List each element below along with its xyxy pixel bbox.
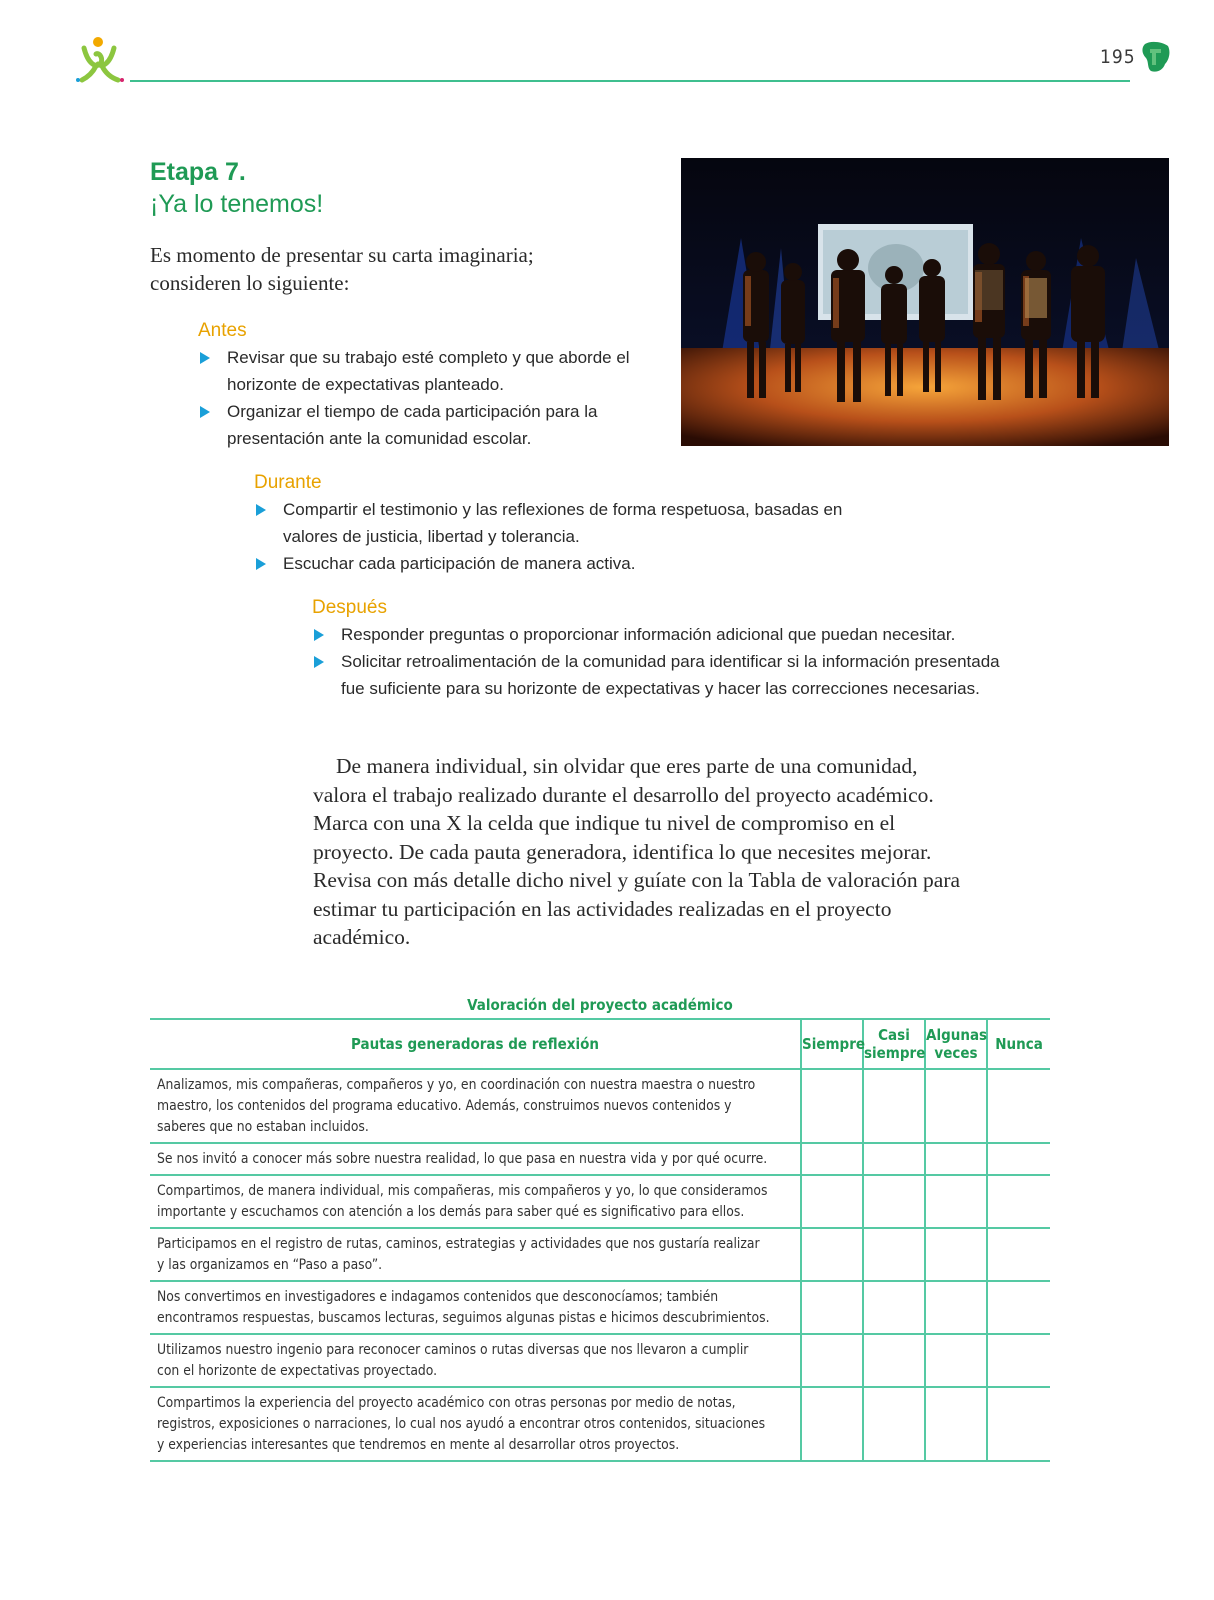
table-row bbox=[150, 1334, 1050, 1387]
triangle-bullet-icon bbox=[314, 629, 324, 641]
rating-cell-nunca[interactable] bbox=[987, 1143, 1050, 1175]
list-item-text: Solicitar retroalimentación de la comunidad para identificar si la información presentada fue suficiente para su horizonte de expectativas y hacer las correcciones necesarias. bbox=[341, 652, 1000, 698]
statement-cell: Compartimos, de manera individual, mis compañeras, mis compañeros y yo, lo que consideramos importante y escuchamos con atención a los demás para saber qué es significativo para ellos. bbox=[150, 1175, 801, 1228]
statement-cell: Compartimos la experiencia del proyecto académico con otras personas por medio de notas, registros, exposiciones o narraciones, lo cual nos ayudó a encontrar otros contenidos, situaciones y experiencias interesantes que tendremos en mente al desarrollar otros proyectos. bbox=[150, 1387, 801, 1461]
table-row bbox=[150, 1069, 1050, 1143]
statement-cell: Nos convertimos en investigadores e indagamos contenidos que desconocíamos; también encontramos respuestas, buscamos lecturas, seguimos algunas pistas e hicimos descubrimientos. bbox=[150, 1281, 801, 1334]
list-item bbox=[198, 344, 658, 398]
rating-cell-siempre[interactable] bbox=[801, 1069, 863, 1143]
triangle-bullet-icon bbox=[256, 558, 266, 570]
list-durante bbox=[254, 496, 854, 577]
triangle-bullet-icon bbox=[200, 406, 210, 418]
rating-cell-nunca[interactable] bbox=[987, 1228, 1050, 1281]
statement-cell: Utilizamos nuestro ingenio para reconocer caminos o rutas diversas que nos llevaron a cumplir con el horizonte de expectativas proyectado. bbox=[150, 1334, 801, 1387]
column-header-siempre: Siempre bbox=[801, 1019, 863, 1069]
column-header-algunas-veces: Algunas veces bbox=[925, 1019, 987, 1069]
section-emblem-icon bbox=[1141, 40, 1171, 74]
table-header-row bbox=[150, 1019, 1050, 1069]
table-row bbox=[150, 1387, 1050, 1461]
rating-cell-casi-siempre[interactable] bbox=[863, 1175, 925, 1228]
triangle-bullet-icon bbox=[256, 504, 266, 516]
table-row bbox=[150, 1281, 1050, 1334]
rating-cell-nunca[interactable] bbox=[987, 1175, 1050, 1228]
section-label-antes: Antes bbox=[198, 320, 247, 341]
rating-cell-algunas-veces[interactable] bbox=[925, 1228, 987, 1281]
rating-cell-casi-siempre[interactable] bbox=[863, 1069, 925, 1143]
rating-cell-algunas-veces[interactable] bbox=[925, 1281, 987, 1334]
rating-cell-siempre[interactable] bbox=[801, 1143, 863, 1175]
rating-cell-siempre[interactable] bbox=[801, 1175, 863, 1228]
rating-cell-nunca[interactable] bbox=[987, 1387, 1050, 1461]
triangle-bullet-icon bbox=[200, 352, 210, 364]
rating-cell-casi-siempre[interactable] bbox=[863, 1334, 925, 1387]
rating-cell-algunas-veces[interactable] bbox=[925, 1334, 987, 1387]
list-item-text: Escuchar cada participación de manera activa. bbox=[283, 554, 636, 573]
list-item-text: Organizar el tiempo de cada participación para la presentación ante la comunidad escolar. bbox=[227, 402, 598, 448]
table-row bbox=[150, 1143, 1050, 1175]
rating-cell-siempre[interactable] bbox=[801, 1334, 863, 1387]
section-label-durante: Durante bbox=[254, 472, 322, 493]
column-header-statements: Pautas generadoras de reflexión bbox=[150, 1019, 801, 1069]
rating-cell-casi-siempre[interactable] bbox=[863, 1228, 925, 1281]
rating-cell-casi-siempre[interactable] bbox=[863, 1281, 925, 1334]
triangle-bullet-icon bbox=[314, 656, 324, 668]
rating-cell-casi-siempre[interactable] bbox=[863, 1387, 925, 1461]
list-antes bbox=[198, 344, 658, 452]
table-row bbox=[150, 1175, 1050, 1228]
assessment-table-wrapper bbox=[150, 1018, 1050, 1462]
rating-cell-siempre[interactable] bbox=[801, 1387, 863, 1461]
instructions-paragraph: De manera individual, sin olvidar que eres parte de una comunidad, valora el trabajo realizado durante el desarrollo del proyecto académico. Marca con una X la celda que indique tu nivel de compromiso en el proyecto. De cada pauta generadora, identifica lo que necesites mejorar. Revisa con más detalle dicho nivel y guíate con la Tabla de valoración para estimar tu participación en las actividades realizadas en el proyecto académico. bbox=[313, 754, 961, 949]
list-item-text: Responder preguntas o proporcionar información adicional que puedan necesitar. bbox=[341, 625, 956, 644]
rating-cell-algunas-veces[interactable] bbox=[925, 1387, 987, 1461]
rating-cell-nunca[interactable] bbox=[987, 1069, 1050, 1143]
stage-subtitle: ¡Ya lo tenemos! bbox=[150, 190, 324, 218]
statement-cell: Participamos en el registro de rutas, caminos, estrategias y actividades que nos gustaría realizar y las organizamos en “Paso a paso”. bbox=[150, 1228, 801, 1281]
list-item-text: Revisar que su trabajo esté completo y que aborde el horizonte de expectativas planteado. bbox=[227, 348, 630, 394]
rating-cell-nunca[interactable] bbox=[987, 1334, 1050, 1387]
stage-title: Etapa 7. bbox=[150, 158, 246, 186]
column-header-casi-siempre: Casi siempre bbox=[863, 1019, 925, 1069]
list-item bbox=[312, 621, 1002, 648]
list-item bbox=[312, 648, 1002, 702]
statement-cell: Analizamos, mis compañeras, compañeros y yo, en coordinación con nuestra maestra o nuestro maestro, los contenidos del programa educativo. Además, construimos nuevos contenidos y saberes que no estaban incluidos. bbox=[150, 1069, 801, 1143]
table-row bbox=[150, 1228, 1050, 1281]
statement-cell: Se nos invitó a conocer más sobre nuestra realidad, lo que pasa en nuestra vida y por qué ocurre. bbox=[150, 1143, 801, 1175]
list-item bbox=[254, 496, 854, 550]
program-logo-icon bbox=[74, 34, 126, 86]
list-despues bbox=[312, 621, 1002, 702]
page-number: 195 bbox=[1100, 46, 1136, 68]
students-presentation-photo bbox=[681, 158, 1169, 446]
rating-cell-casi-siempre[interactable] bbox=[863, 1143, 925, 1175]
header-rule bbox=[130, 80, 1130, 82]
list-item-text: Compartir el testimonio y las reflexiones de forma respetuosa, basadas en valores de justicia, libertad y tolerancia. bbox=[283, 500, 843, 546]
rating-cell-algunas-veces[interactable] bbox=[925, 1069, 987, 1143]
assessment-table bbox=[150, 1018, 1050, 1462]
column-header-nunca: Nunca bbox=[987, 1019, 1050, 1069]
rating-cell-algunas-veces[interactable] bbox=[925, 1143, 987, 1175]
rating-cell-nunca[interactable] bbox=[987, 1281, 1050, 1334]
table-caption: Valoración del proyecto académico bbox=[467, 996, 733, 1014]
section-label-despues: Después bbox=[312, 597, 387, 618]
rating-cell-siempre[interactable] bbox=[801, 1228, 863, 1281]
list-item bbox=[254, 550, 854, 577]
intro-text: Es momento de presentar su carta imaginaria; consideren lo siguiente: bbox=[150, 243, 534, 295]
rating-cell-algunas-veces[interactable] bbox=[925, 1175, 987, 1228]
rating-cell-siempre[interactable] bbox=[801, 1281, 863, 1334]
list-item bbox=[198, 398, 658, 452]
